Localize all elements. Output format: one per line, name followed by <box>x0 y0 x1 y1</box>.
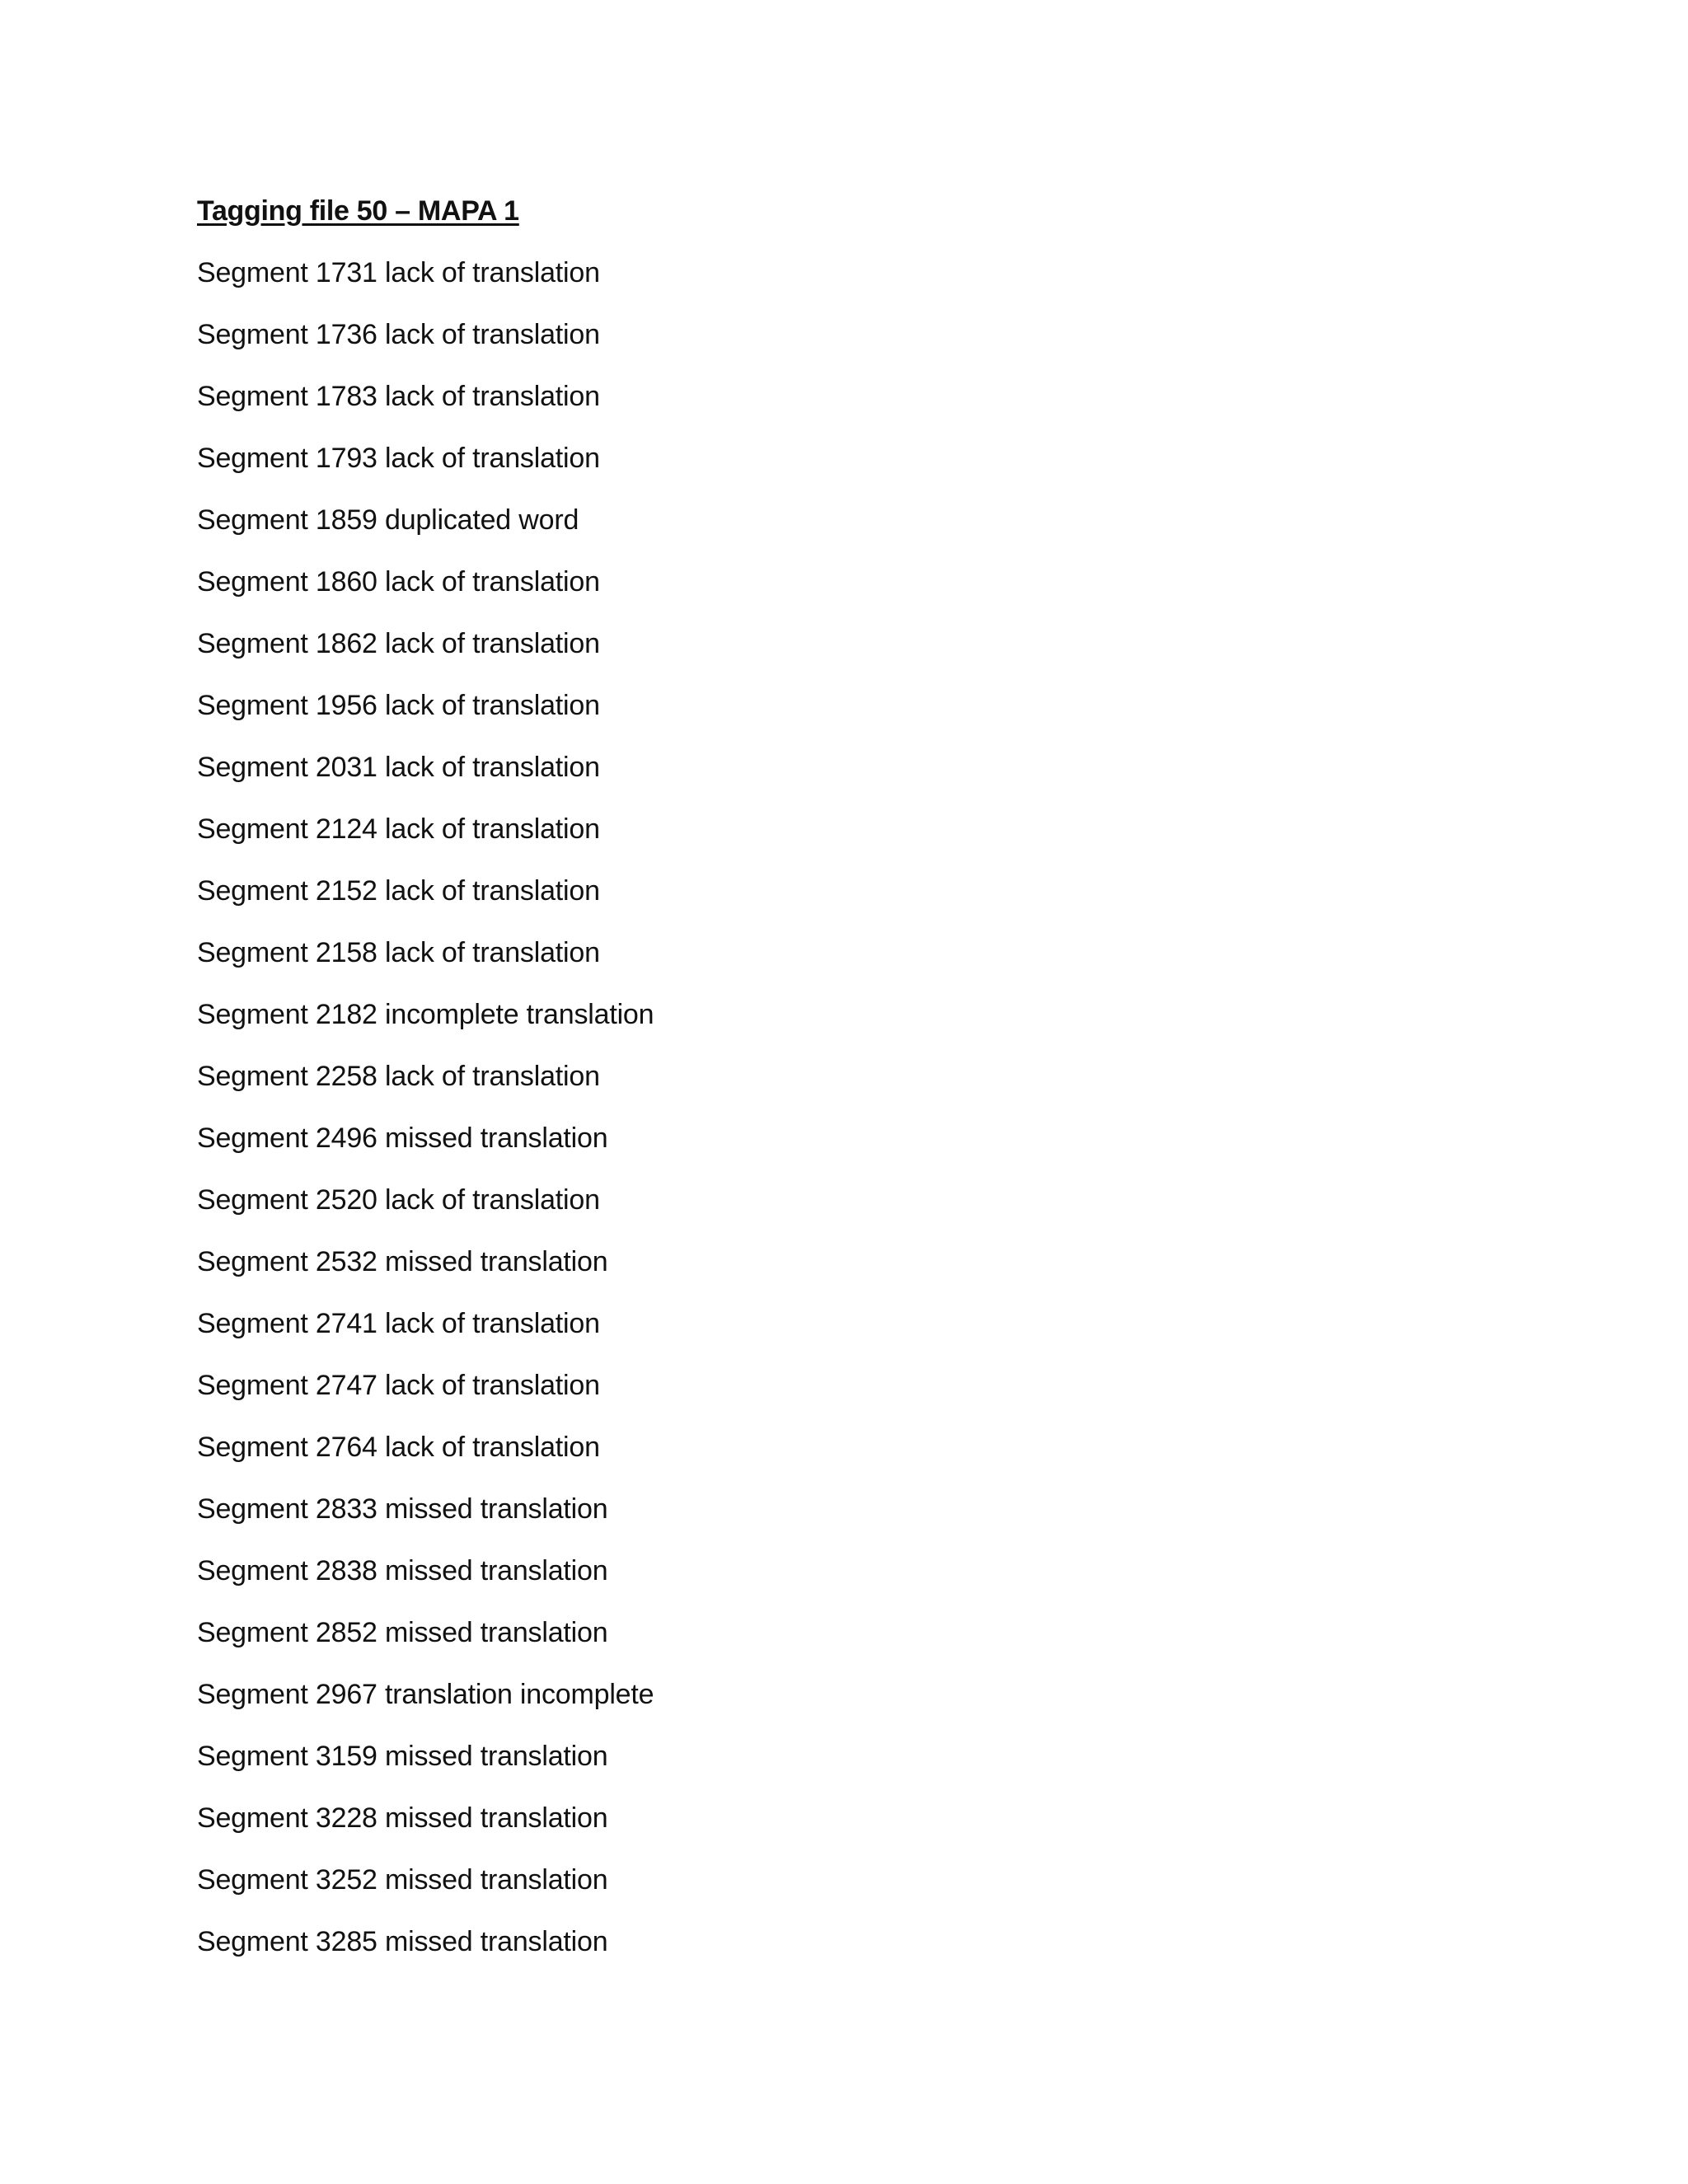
segment-entry: Segment 2532 missed translation <box>197 1246 608 1277</box>
segment-entry: Segment 2747 lack of translation <box>197 1370 600 1401</box>
segment-entry: Segment 2852 missed translation <box>197 1617 608 1648</box>
segment-entry: Segment 1859 duplicated word <box>197 504 579 536</box>
segment-entry: Segment 2741 lack of translation <box>197 1308 600 1339</box>
segment-entry: Segment 2031 lack of translation <box>197 752 600 783</box>
segment-entry: Segment 1731 lack of translation <box>197 257 600 288</box>
segment-entry: Segment 3285 missed translation <box>197 1926 608 1957</box>
segment-entry: Segment 2152 lack of translation <box>197 875 600 907</box>
segment-entry: Segment 2158 lack of translation <box>197 937 600 968</box>
segment-entry: Segment 3228 missed translation <box>197 1802 608 1834</box>
segment-entry: Segment 2833 missed translation <box>197 1493 608 1525</box>
segment-entry: Segment 2182 incomplete translation <box>197 999 654 1030</box>
segment-entry: Segment 1860 lack of translation <box>197 566 600 598</box>
segment-entry: Segment 1956 lack of translation <box>197 690 600 721</box>
segment-entry: Segment 1783 lack of translation <box>197 381 600 412</box>
segment-entry: Segment 3159 missed translation <box>197 1741 608 1772</box>
segment-list <box>197 251 1351 1982</box>
segment-entry: Segment 1862 lack of translation <box>197 628 600 659</box>
document-title: Tagging file 50 – MAPA 1 <box>197 195 519 227</box>
document-body <box>197 190 1351 1982</box>
segment-entry: Segment 2124 lack of translation <box>197 813 600 845</box>
segment-entry: Segment 1793 lack of translation <box>197 443 600 474</box>
segment-entry: Segment 2496 missed translation <box>197 1122 608 1154</box>
segment-entry: Segment 3252 missed translation <box>197 1864 608 1896</box>
segment-entry: Segment 2764 lack of translation <box>197 1432 600 1463</box>
segment-entry: Segment 1736 lack of translation <box>197 319 600 350</box>
segment-entry: Segment 2838 missed translation <box>197 1555 608 1586</box>
segment-entry: Segment 2258 lack of translation <box>197 1061 600 1092</box>
segment-entry: Segment 2520 lack of translation <box>197 1184 600 1216</box>
segment-entry: Segment 2967 translation incomplete <box>197 1679 654 1710</box>
